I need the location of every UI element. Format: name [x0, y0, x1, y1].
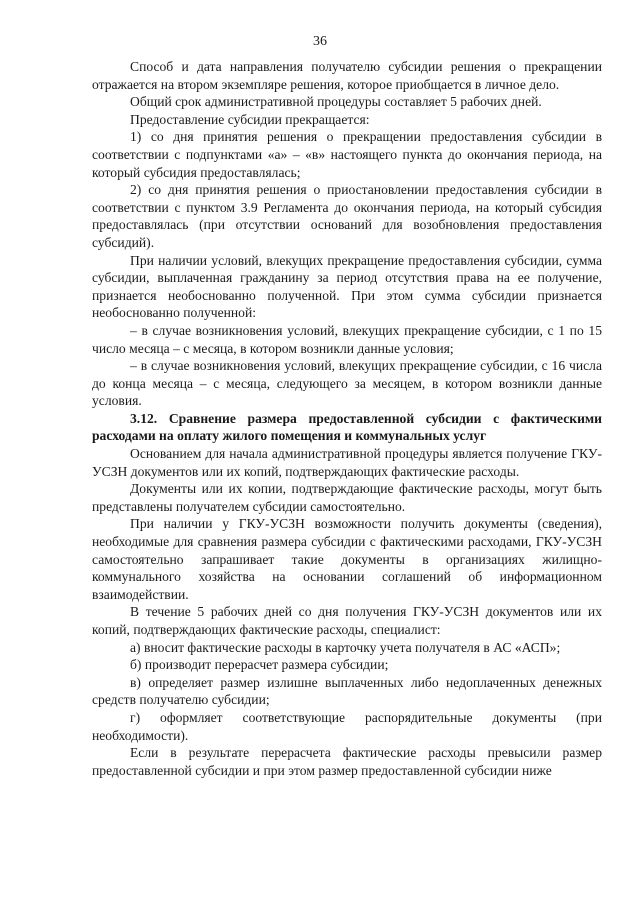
- list-item: в) определяет размер излишне выплаченных либо недоплаченных денежных средств получателю субсидии;: [92, 674, 602, 708]
- dash-list-item: – в случае возникновения условий, влекущих прекращение субсидии, с 1 по 15 число месяца – с месяца, в котором возникли данные условия;: [92, 322, 602, 356]
- section-heading: 3.12. Сравнение размера предоставленной субсидии с фактическими расходами на оплату жилого помещения и коммунальных услуг: [92, 410, 602, 444]
- paragraph: В течение 5 рабочих дней со дня получения ГКУ-УСЗН документов или их копий, подтверждающих фактические расходы, специалист:: [92, 604, 602, 637]
- paragraph: Если в результате перерасчета фактические расходы превысили размер предоставленной субсидии и при этом размер предоставленной субсидии ниже: [92, 745, 602, 778]
- paragraph: При наличии условий, влекущих прекращение предоставления субсидии, сумма субсидии, выплаченная гражданину за период отсутствия права на ее получение, признается необоснованно полученной. При этом сумма субсидии признается необоснованно полученной:: [92, 252, 602, 321]
- paragraph: Основанием для начала административной процедуры является получение ГКУ-УСЗН документов или их копий, подтверждающих фактические расходы.: [92, 446, 602, 479]
- document-body: [92, 58, 602, 779]
- list-item: г) оформляет соответствующие распорядительные документы (при необходимости).: [92, 709, 602, 743]
- paragraph: Способ и дата направления получателю субсидии решения о прекращении отражается на втором экземпляре решения, которое приобщается в личное дело.: [92, 59, 602, 92]
- list-item: б) производит перерасчет размера субсидии;: [130, 657, 389, 673]
- page-number: 36: [313, 34, 327, 49]
- list-item: 1) со дня принятия решения о прекращении предоставления субсидии в соответствии с подпунктами «а» – «в» настоящего пункта до окончания периода, на который субсидия предоставлялась;: [92, 129, 602, 180]
- paragraph: При наличии у ГКУ-УСЗН возможности получить документы (сведения), необходимые для сравнения размера субсидии с фактическими расходами, ГКУ-УСЗН самостоятельно запрашивает такие документы в организациях жилищно-коммунального хозяйства на основании соглашений об информационном взаимодействии.: [92, 516, 602, 602]
- list-item: а) вносит фактические расходы в карточку учета получателя в АС «АСП»;: [130, 639, 561, 655]
- paragraph: Общий срок административной процедуры составляет 5 рабочих дней.: [130, 94, 542, 110]
- paragraph: Документы или их копии, подтверждающие фактические расходы, могут быть представлены получателем субсидии самостоятельно.: [92, 481, 602, 514]
- list-item: 2) со дня принятия решения о приостановлении предоставления субсидии в соответствии с пунктом 3.9 Регламента до окончания периода, на который субсидия предоставлялась (при отсутствии оснований для возобновления предоставления субсидий).: [92, 182, 602, 250]
- paragraph: Предоставление субсидии прекращается:: [130, 111, 370, 127]
- dash-list-item: – в случае возникновения условий, влекущих прекращение субсидии, с 16 числа до конца месяца – с месяца, следующего за месяцем, в котором возникли данные условия.: [92, 358, 602, 409]
